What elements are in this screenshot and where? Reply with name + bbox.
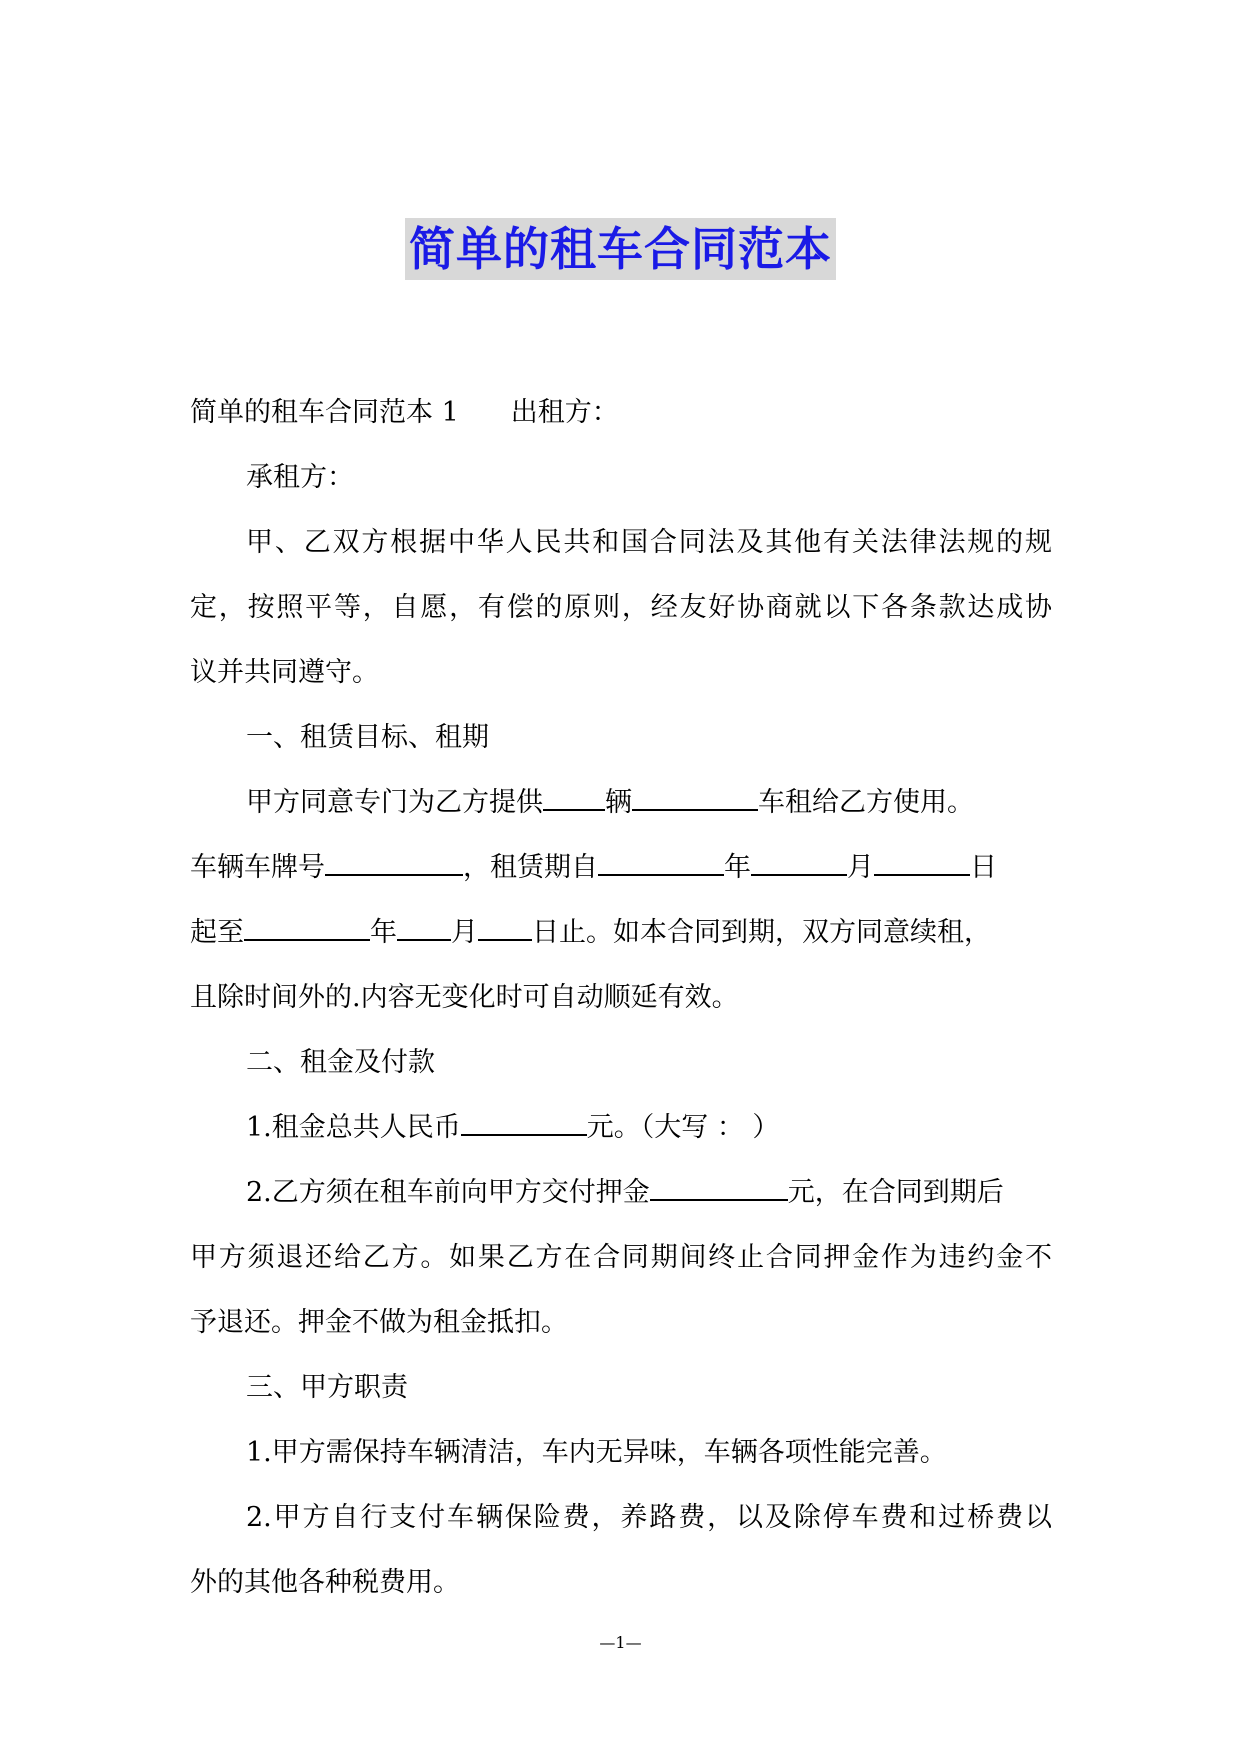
fill-blank[interactable] (543, 787, 605, 811)
title-container (0, 218, 1241, 280)
fill-blank[interactable] (461, 1112, 587, 1136)
fill-blank[interactable] (397, 917, 451, 941)
fill-blank[interactable] (244, 917, 370, 941)
fill-blank[interactable] (650, 1177, 788, 1201)
fill-blank[interactable] (874, 852, 970, 876)
fill-blank[interactable] (751, 852, 847, 876)
lessee-label: 承租方： (246, 462, 354, 493)
paragraph-line: 起至 年 月 日止。如本合同到期，双方同意续租， (190, 917, 991, 948)
preamble-line: 议并共同遵守。 (190, 657, 379, 688)
paragraph-line: 1.甲方需保持车辆清洁，车内无异味，车辆各项性能完善。 (246, 1437, 947, 1468)
fill-blank[interactable] (598, 852, 724, 876)
paragraph-line: 1.租金总共人民币 元。（大写 ： ） (246, 1112, 780, 1143)
paragraph-line: 甲方须退还给乙方。如果乙方在合同期间终止合同押金作为违约金不 (190, 1242, 1052, 1273)
page-number: —1— (599, 1633, 642, 1652)
paragraph-line: 予退还。押金不做为租金抵扣。 (190, 1307, 568, 1338)
paragraph-line: 车辆车牌号 ，租赁期自 年 月 日 (190, 852, 997, 883)
section-heading: 二、租金及付款 (246, 1047, 435, 1078)
intro-line (190, 380, 1052, 445)
section-heading: 三、甲方职责 (246, 1372, 408, 1403)
fill-blank[interactable] (325, 852, 463, 876)
preamble-line: 甲、乙双方根据中华人民共和国合同法及其他有关法律法规的规 (246, 527, 1052, 558)
paragraph-line: 2.乙方须在租车前向甲方交付押金 元，在合同到期后 (246, 1177, 1004, 1208)
paragraph-line: 甲方同意专门为乙方提供 辆 车租给乙方使用。 (246, 787, 974, 818)
paragraph-line: 外的其他各种税费用。 (190, 1567, 460, 1598)
lessee-line (190, 445, 1052, 510)
document-title: 简单的租车合同范本 (405, 218, 836, 280)
contract-heading: 简单的租车合同范本 1 (190, 397, 459, 428)
document-body (190, 380, 1052, 1615)
paragraph-line: 2.甲方自行支付车辆保险费，养路费，以及除停车费和过桥费以 (246, 1502, 1052, 1533)
paragraph-line: 且除时间外的.内容无变化时可自动顺延有效。 (190, 982, 739, 1013)
preamble-line: 定，按照平等，自愿，有偿的原则，经友好协商就以下各条款达成协 (190, 592, 1052, 623)
fill-blank[interactable] (632, 787, 758, 811)
lessor-label: 出租方： (510, 397, 619, 428)
section-heading: 一、租赁目标、租期 (246, 722, 489, 753)
fill-blank[interactable] (478, 917, 532, 941)
